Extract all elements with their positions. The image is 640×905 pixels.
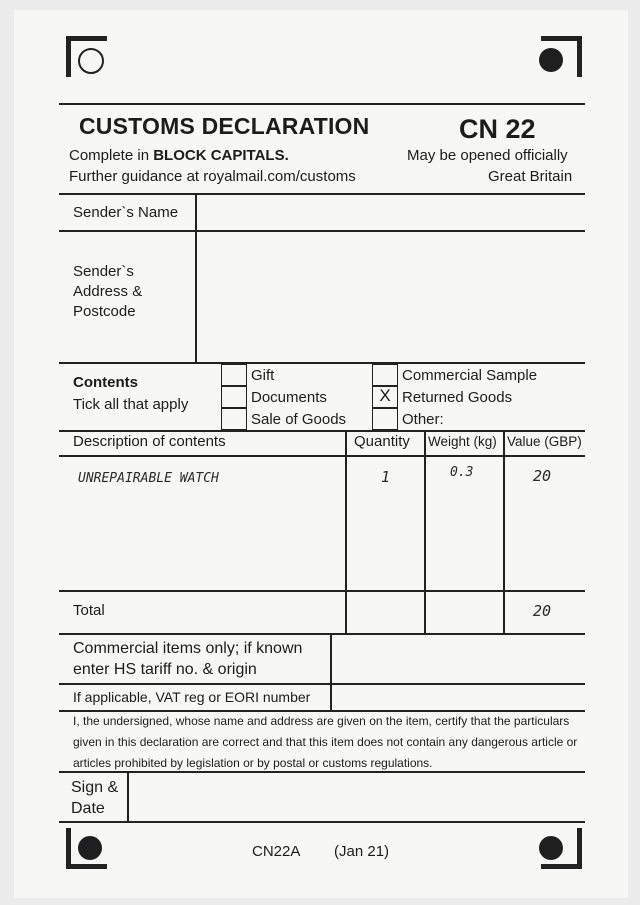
sender-name-label: Sender`s Name [73,204,179,221]
hs-tariff-label-1: Commercial items only; if known [73,640,303,657]
sender-address-field[interactable] [197,232,585,362]
commercial-sample-option-label: Commercial Sample [402,367,538,384]
documents-option-label: Documents [251,389,327,406]
hs-tariff-field[interactable] [332,635,585,683]
total-label: Total [73,602,105,619]
date-label: Date [71,800,105,817]
commercial-sample-checkbox[interactable] [372,364,398,386]
returned-goods-option-label: Returned Goods [402,389,513,406]
opened-officially-note: May be opened officially [407,147,568,164]
country-label: Great Britain [488,168,573,185]
contents-hint: Tick all that apply [73,396,189,413]
vat-eori-label: If applicable, VAT reg or EORI number [73,689,311,705]
item-quantity: 1 [381,468,391,486]
sale-of-goods-option-label: Sale of Goods [251,411,347,428]
declaration-text: I, the undersigned, whose name and address are given on the item, certify that the particulars given in this declaration are correct and that this item does not contain any dangerous article or articles prohibited by legislation or by postal or customs regulations. [73,714,578,770]
sender-name-field[interactable] [197,195,585,230]
block-capitals-note: BLOCK CAPITALS. [153,147,289,164]
total-value: 20 [533,602,552,620]
item-value: 20 [533,467,552,485]
value-column-header: Value (GBP) [507,434,582,449]
returned-goods-check-mark: X [379,386,391,405]
filled-circle-mark-icon [539,836,563,860]
gift-option-label: Gift [251,367,275,384]
quantity-column-header: Quantity [354,433,410,450]
other-option-label: Other: [402,411,444,428]
form-code-title: CN 22 [459,114,536,144]
form-title: CUSTOMS DECLARATION [79,113,370,139]
table-row[interactable] [59,457,585,590]
filled-circle-mark-icon [539,48,563,72]
item-description: UNREPAIRABLE WATCH [78,471,219,486]
footer-form-code: CN22A [252,843,301,860]
instruction-line: Complete in BLOCK CAPITALS. [69,147,289,164]
item-weight: 0.3 [450,465,474,480]
guidance-line: Further guidance at royalmail.com/customs [69,168,356,185]
hs-tariff-label-2: enter HS tariff no. & origin [73,661,257,678]
gift-checkbox[interactable] [221,364,247,386]
documents-checkbox[interactable] [221,386,247,408]
contents-label: Contents [73,374,138,391]
other-checkbox[interactable] [372,408,398,430]
description-column-header: Description of contents [73,433,226,450]
weight-column-header: Weight (kg) [428,434,497,449]
sender-address-label-3: Postcode [73,303,136,320]
signature-field[interactable] [129,773,585,821]
vat-eori-field[interactable] [332,685,585,710]
sender-address-label-2: Address & [73,283,143,300]
open-circle-mark-icon [78,48,104,74]
filled-circle-mark-icon [78,836,102,860]
sign-label: Sign & [71,779,119,796]
footer-edition: (Jan 21) [334,843,390,860]
sender-address-label-1: Sender`s [73,263,134,280]
sale-of-goods-checkbox[interactable] [221,408,247,430]
